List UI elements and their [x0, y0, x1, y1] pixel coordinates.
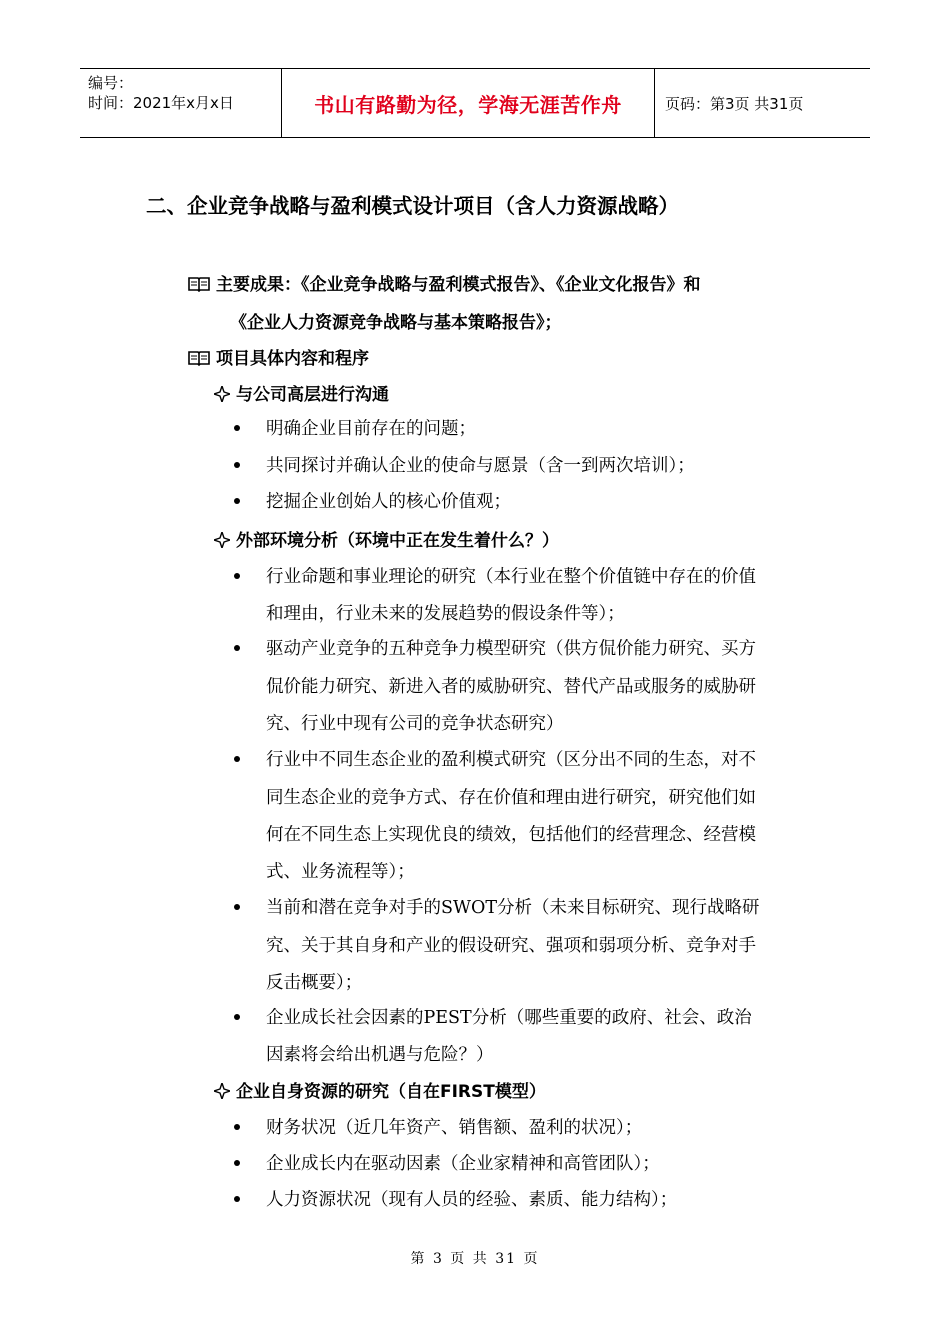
bullet-icon — [234, 1124, 240, 1130]
page-footer: 第 3 页 共 31 页 — [410, 1251, 540, 1267]
project-content-title — [188, 344, 369, 369]
four-point-star-icon — [214, 532, 230, 548]
bullet-icon — [234, 498, 240, 504]
main-results-line-1 — [188, 270, 701, 295]
list-item-line: 反击概要）； — [266, 973, 363, 993]
section-title: 二、企业竞争战略与盈利模式设计项目（含人力资源战略） — [146, 194, 679, 218]
bullet-icon — [234, 1160, 240, 1166]
bullet-icon — [234, 462, 240, 468]
list-item: 挖掘企业创始人的核心价值观； — [266, 492, 511, 512]
list-item-line: 究、关于其自身和产业的假设研究、强项和弱项分析、竞争对手 — [266, 936, 756, 956]
header-meta — [80, 69, 282, 137]
list-item: 企业成长内在驱动因素（企业家精神和高管团队）； — [266, 1154, 660, 1174]
bullet-icon — [234, 1014, 240, 1020]
group-heading-text: 与公司高层进行沟通 — [236, 385, 389, 405]
open-book-icon — [188, 276, 210, 292]
bullet-icon — [234, 756, 240, 762]
code-label: 编号： — [88, 74, 134, 92]
group-heading-text: 外部环境分析（环境中正在发生着什么？） — [236, 531, 559, 551]
list-item: 人力资源状况（现有人员的经验、素质、能力结构）； — [266, 1190, 678, 1210]
four-point-star-icon — [214, 386, 230, 402]
bullet-icon — [234, 425, 240, 431]
main-results-text-1: 主要成果：《企业竞争战略与盈利模式报告》、《企业文化报告》和 — [216, 275, 701, 295]
list-item-line: 行业命题和事业理论的研究（本行业在整个价值链中存在的价值 — [266, 567, 756, 587]
list-item-line: 同生态企业的竞争方式、存在价值和理由进行研究，研究他们如 — [266, 788, 756, 808]
list-item-line: 侃价能力研究、新进入者的威胁研究、替代产品或服务的威胁研 — [266, 677, 756, 697]
open-book-icon — [188, 350, 210, 366]
list-item-line: 企业成长社会因素的PEST分析（哪些重要的政府、社会、政治 — [266, 1008, 752, 1028]
group-heading — [214, 380, 389, 405]
group-heading-text: 企业自身资源的研究（自在FIRST模型） — [236, 1082, 546, 1102]
group-heading — [214, 1077, 546, 1102]
list-item: 明确企业目前存在的问题； — [266, 419, 476, 439]
bullet-icon — [234, 573, 240, 579]
group-heading — [214, 526, 559, 551]
main-results-line-2: 《企业人力资源竞争战略与基本策略报告》； — [230, 313, 562, 333]
list-item-line: 究、行业中现有公司的竞争状态研究） — [266, 714, 564, 734]
four-point-star-icon — [214, 1083, 230, 1099]
header-motto: 书山有路勤为径，学海无涯苦作舟 — [282, 69, 655, 137]
bullet-icon — [234, 904, 240, 910]
header-page-label: 页码：第3页 共31页 — [665, 94, 804, 113]
list-item-line: 当前和潜在竞争对手的SWOT分析（未来目标研究、现行战略研 — [266, 898, 760, 918]
list-item-line: 式、业务流程等）； — [266, 862, 415, 882]
list-item-line: 驱动产业竞争的五种竞争力模型研究（供方侃价能力研究、买方 — [266, 639, 756, 659]
bullet-icon — [234, 645, 240, 651]
list-item: 财务状况（近几年资产、销售额、盈利的状况）； — [266, 1118, 643, 1138]
list-item: 共同探讨并确认企业的使命与愿景（含一到两次培训）； — [266, 456, 695, 476]
project-content-title-text: 项目具体内容和程序 — [216, 349, 369, 369]
time-label: 时间：2021年x月x日 — [88, 94, 234, 112]
list-item-line: 行业中不同生态企业的盈利模式研究（区分出不同的生态，对不 — [266, 750, 756, 770]
page-header — [80, 68, 870, 138]
bullet-icon — [234, 1196, 240, 1202]
list-item-line: 何在不同生态上实现优良的绩效，包括他们的经营理念、经营模 — [266, 825, 756, 845]
list-item-line: 和理由，行业未来的发展趋势的假设条件等）； — [266, 604, 625, 624]
list-item-line: 因素将会给出机遇与危险？） — [266, 1045, 494, 1065]
